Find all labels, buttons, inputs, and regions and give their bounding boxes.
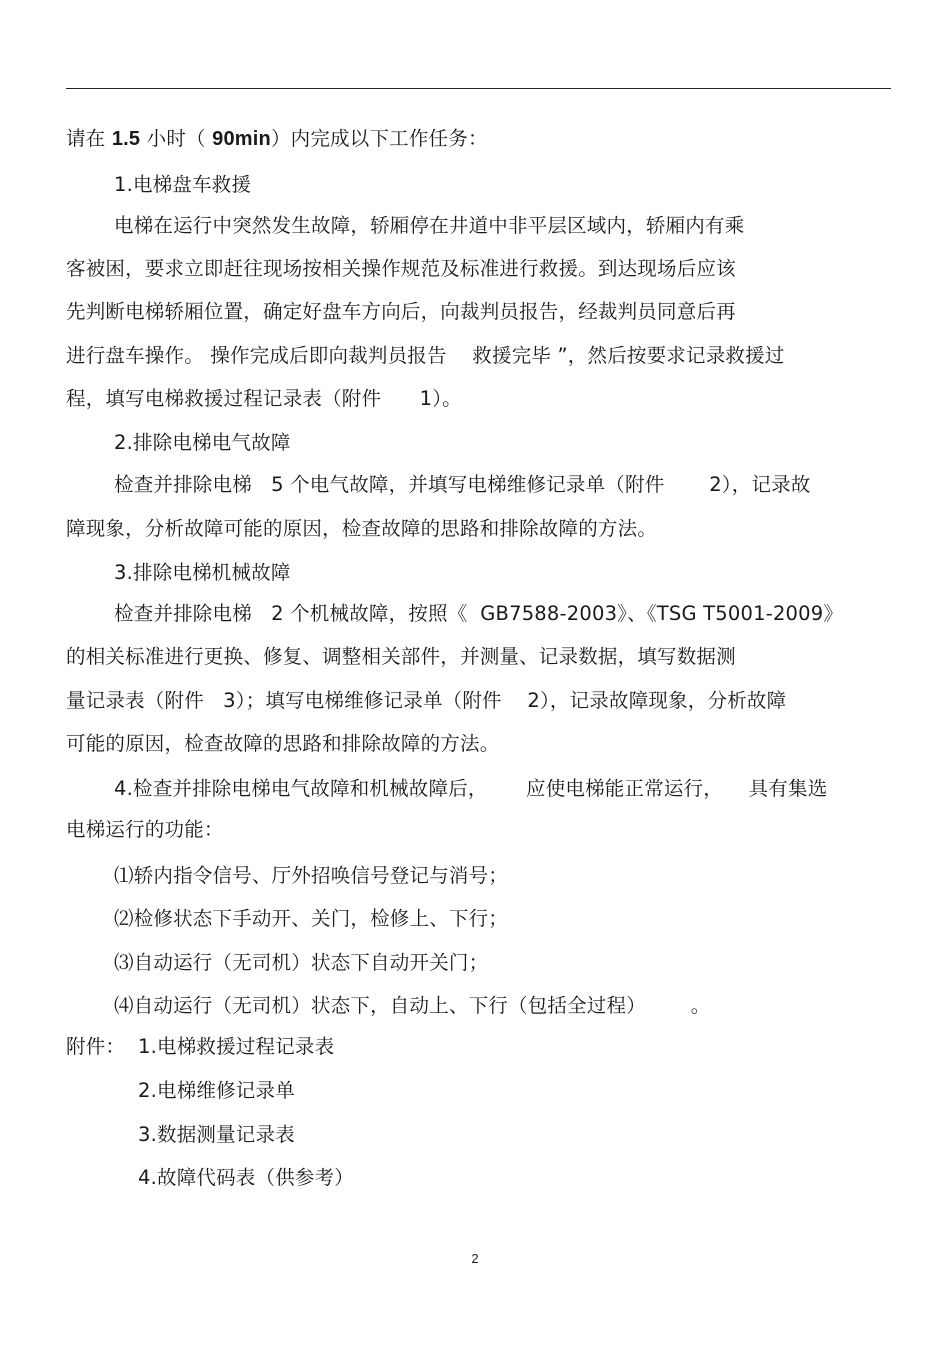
paragraph-line: 检查并排除电梯 5 个电气故障，并填写电梯维修记录单（附件 2），记录故 [114,473,811,496]
paragraph-line: 程，填写电梯救援过程记录表（附件 1）。 [66,387,462,410]
attachment-item: 1.电梯救援过程记录表 [138,1035,335,1058]
section-heading: 3.排除电梯机械故障 [114,561,291,584]
intro-line: 请在 1.5 小时（ 90min）内完成以下工作任务： [66,127,488,150]
section-heading: 4.检查并排除电梯电气故障和机械故障后， 应使电梯能正常运行， 具有集选 [114,777,828,800]
list-item: ⑶自动运行（无司机）状态下自动开关门； [114,951,489,974]
list-item: ⑵检修状态下手动开、关门，检修上、下行； [114,907,509,930]
page-number: 2 [471,1251,479,1266]
paragraph-line: 检查并排除电梯 2 个机械故障，按照《 GB7588-2003》、《TSG T5001-2009》 [114,602,844,625]
header-rule [66,88,891,89]
attachment-item: 3.数据测量记录表 [138,1123,295,1146]
section-heading: 1.电梯盘车救援 [114,173,252,196]
attachments-label: 附件： [66,1035,126,1058]
paragraph-line: 的相关标准进行更换、修复、调整相关部件，并测量、记录数据，填写数据测 [66,645,736,668]
paragraph-line: 量记录表（附件 3）；填写电梯维修记录单（附件 2），记录故障现象，分析故障 [66,689,787,712]
list-item: ⑷自动运行（无司机）状态下，自动上、下行（包括全过程） 。 [114,994,711,1017]
paragraph-line: 可能的原因，检查故障的思路和排除故障的方法。 [66,732,500,755]
attachment-item: 2.电梯维修记录单 [138,1079,295,1102]
paragraph-line: 电梯运行的功能： [66,818,224,841]
paragraph-line: 障现象，分析故障可能的原因，检查故障的思路和排除故障的方法。 [66,517,658,540]
paragraph-line: 电梯在运行中突然发生故障，轿厢停在井道中非平层区域内，轿厢内有乘 [114,214,745,237]
paragraph-line: 进行盘车操作。 操作完成后即向裁判员报告 救援完毕 ”，然后按要求记录救援过 [66,344,785,367]
paragraph-line: 先判断电梯轿厢位置，确定好盘车方向后，向裁判员报告，经裁判员同意后再 [66,300,736,323]
section-heading: 2.排除电梯电气故障 [114,431,291,454]
list-item: ⑴轿内指令信号、厅外招唤信号登记与消号； [114,864,509,887]
attachment-item: 4.故障代码表（供参考） [138,1166,355,1189]
paragraph-line: 客被困，要求立即赶往现场按相关操作规范及标准进行救援。到达现场后应该 [66,257,736,280]
